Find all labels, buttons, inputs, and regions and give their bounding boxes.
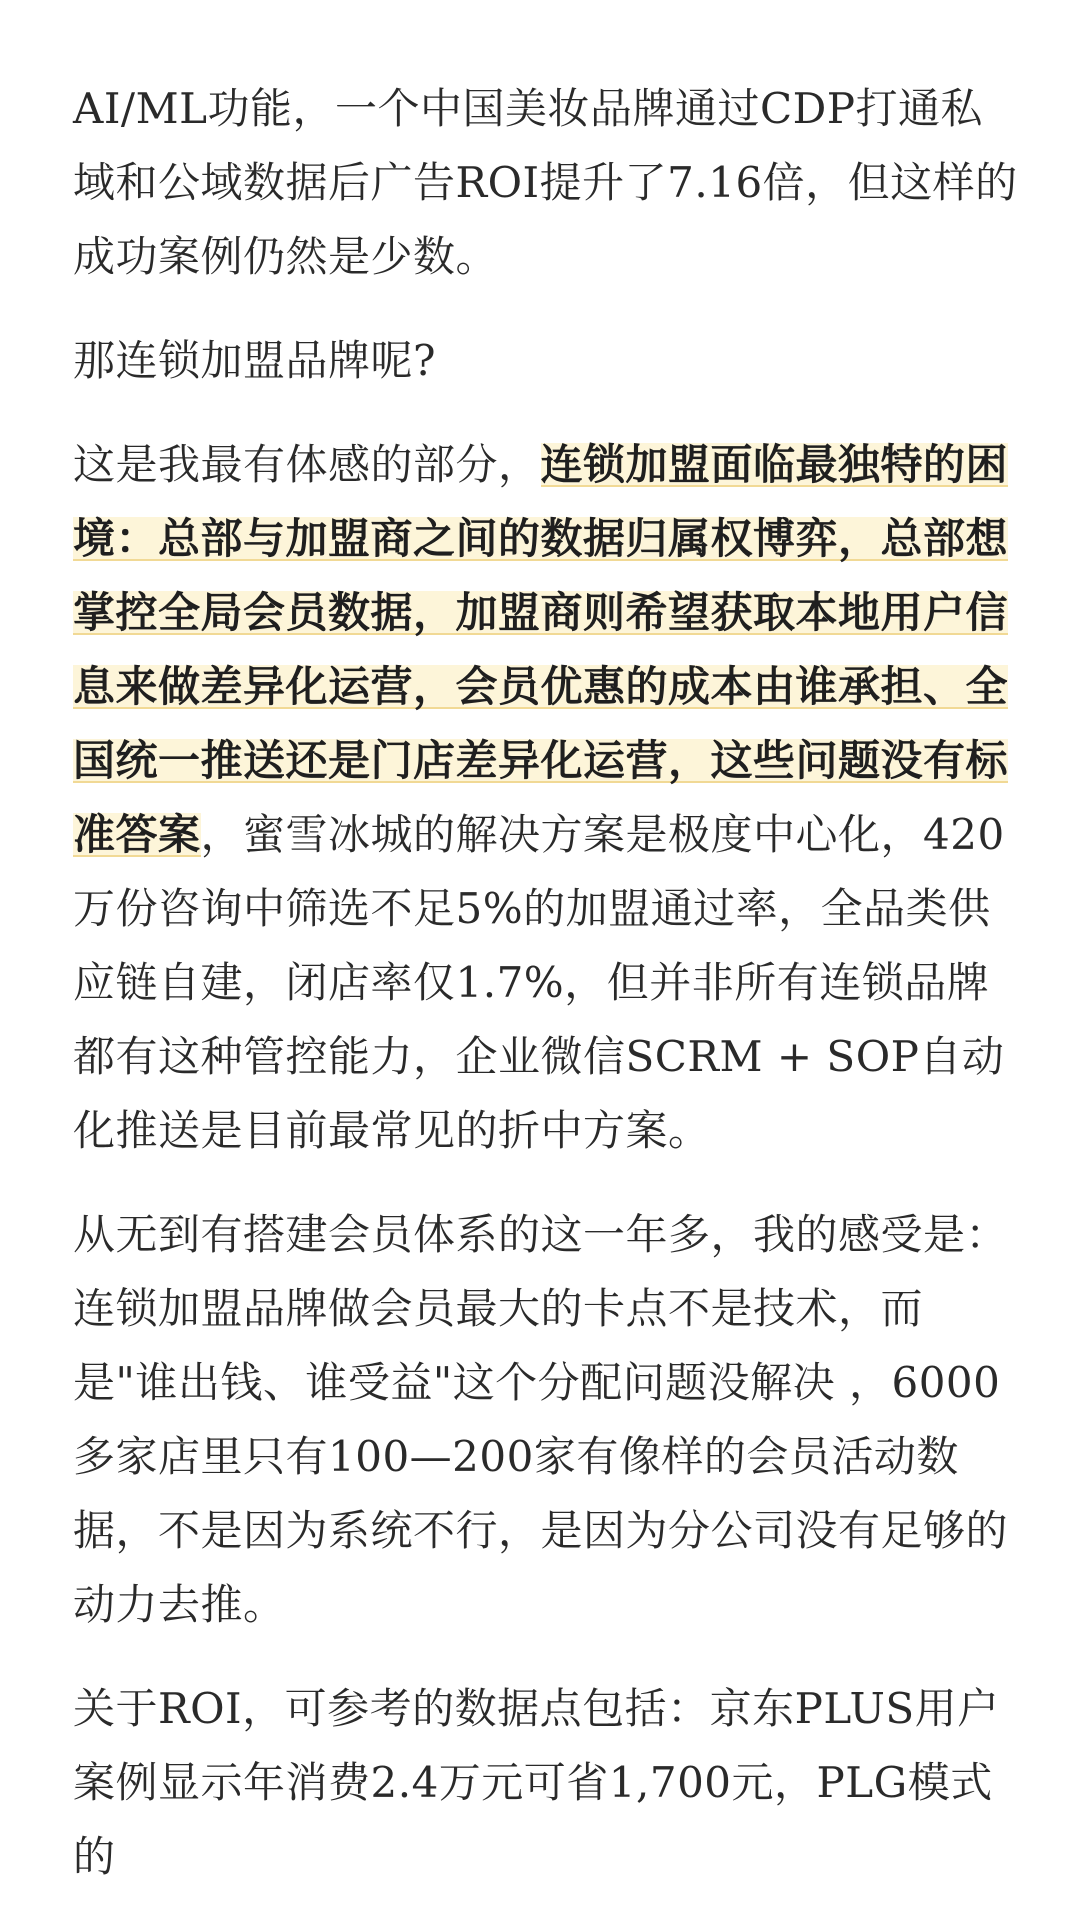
highlighted-text: 连锁加盟面临最独特的困境：总部与加盟商之间的数据归属权博弈，总部想掌控全局会员数据，加盟商则希望获取本地用户信息来做差异化运营，会员优惠的成本由谁承担、全国统一推送还是门店差异化运营，这些问题没有标准答案 <box>73 440 1009 859</box>
paragraph-4: 从无到有搭建会员体系的这一年多，我的感受是：连锁加盟品牌做会员最大的卡点不是技术，而是"谁出钱、谁受益"这个分配问题没解决 ，6000多家店里只有100—200家有像样的会员活动数据，不是因为系统不行，是因为分公司没有足够的动力去推。 <box>73 1210 1009 1629</box>
paragraph-3-tail: ，蜜雪冰城的解决方案是极度中心化，420万份咨询中筛选不足5%的加盟通过率，全品类供应链自建，闭店率仅1.7%，但并非所有连锁品牌都有这种管控能力，企业微信SCRM + SOP自动化推送是目前最常见的折中方案。 <box>73 810 1005 1155</box>
paragraph-3 <box>73 428 1019 1168</box>
paragraph-1: AI/ML功能，一个中国美妆品牌通过CDP打通私域和公域数据后广告ROI提升了7.16倍，但这样的成功案例仍然是少数。 <box>73 84 1018 281</box>
paragraph-5: 关于ROI，可参考的数据点包括：京东PLUS用户案例显示年消费2.4万元可省1,700元，PLG模式的 <box>73 1684 1000 1881</box>
paragraph-2: 那连锁加盟品牌呢? <box>73 336 437 385</box>
paragraph-3-lead: 这是我最有体感的部分， <box>73 440 541 489</box>
article-body <box>73 72 1019 1924</box>
